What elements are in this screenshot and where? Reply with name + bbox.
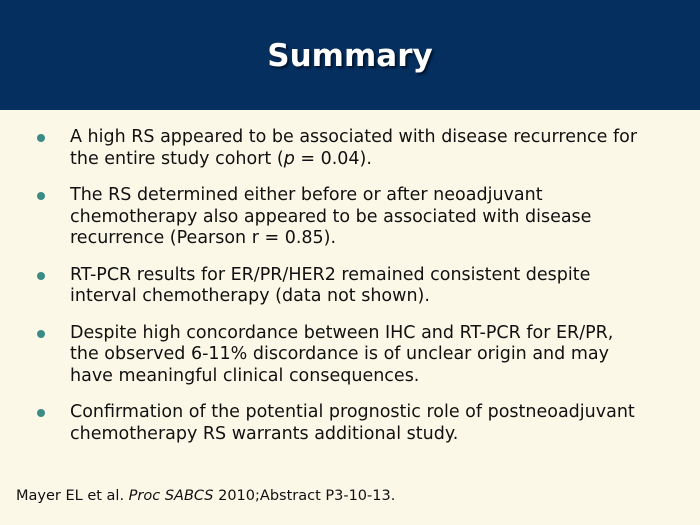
- bullet-dot-icon: [37, 272, 45, 280]
- bullet-dot-icon: [37, 192, 45, 200]
- bullet-dot-icon: [37, 134, 45, 142]
- bullet-item: [0, 185, 700, 250]
- bullet-text: Confirmation of the potential prognostic role of postneoadjuvant chemotherapy RS warrants additional study.: [70, 402, 635, 444]
- citation-authors: Mayer EL et al.: [16, 488, 129, 504]
- citation-journal: Proc SABCS: [128, 488, 214, 504]
- bullet-text: A high RS appeared to be associated with disease recurrence for the entire study cohort (p = 0.04).: [70, 127, 638, 169]
- slide-title: Summary: [267, 38, 433, 74]
- title-banner: [0, 0, 700, 110]
- citation-details: 2010;Abstract P3-10-13.: [213, 488, 396, 504]
- citation: [16, 487, 395, 505]
- bullet-dot-icon: [37, 409, 45, 417]
- bullet-text: The RS determined either before or after neoadjuvant chemotherapy also appeared to be associated with disease recurrence (Pearson r = 0.85).: [70, 185, 592, 248]
- bullet-text: RT-PCR results for ER/PR/HER2 remained consistent despite interval chemotherapy (data not shown).: [70, 264, 591, 306]
- p-value-symbol: p: [283, 148, 295, 169]
- bullet-text: Despite high concordance between IHC and RT-PCR for ER/PR, the observed 6-11% discordance is of unclear origin and may have meaningful clinical consequences.: [70, 322, 614, 386]
- bullet-item: [0, 323, 700, 388]
- bullet-item: [0, 265, 700, 308]
- bullet-item: [0, 127, 700, 170]
- bullet-item: [0, 402, 700, 445]
- bullet-list: [0, 127, 700, 460]
- bullet-dot-icon: [37, 330, 45, 338]
